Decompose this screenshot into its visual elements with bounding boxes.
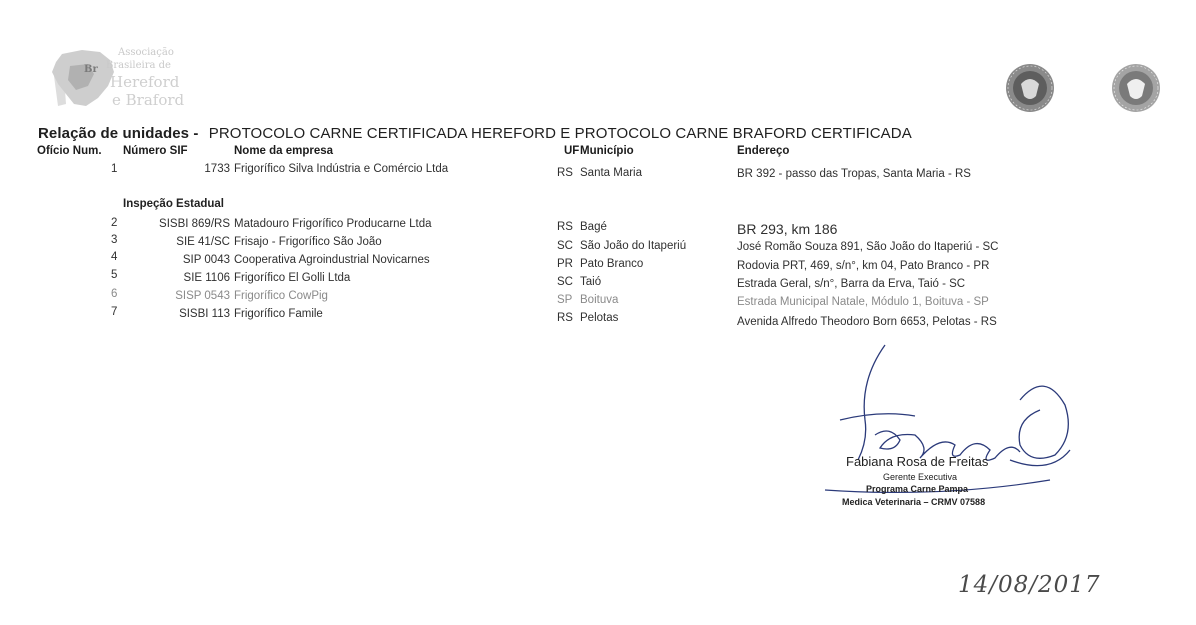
row-5-empresa: Frigorífico El Golli Ltda bbox=[234, 272, 351, 284]
logo-line-2: Brasileira de bbox=[106, 60, 171, 71]
row-6-empresa: Frigorífico CowPig bbox=[234, 290, 328, 302]
row-7-empresa: Frigorífico Famile bbox=[234, 308, 323, 320]
header-oficio: Ofício Num. bbox=[37, 145, 102, 157]
row-1-num: 1 bbox=[111, 163, 118, 175]
header-sif: Número SIF bbox=[123, 145, 188, 157]
row-4-uf: PR bbox=[557, 258, 573, 270]
row-4-num: 4 bbox=[111, 251, 118, 263]
row-3-num: 3 bbox=[111, 234, 118, 246]
row-7-num: 7 bbox=[111, 306, 118, 318]
row-2-endereco: BR 293, km 186 bbox=[737, 221, 838, 237]
row-3-municipio: São João do Itaperiú bbox=[580, 240, 687, 252]
title-lead: Relação de unidades - bbox=[38, 125, 199, 142]
row-7-municipio: Pelotas bbox=[580, 312, 619, 324]
row-7-sif: SISBI 113 bbox=[179, 308, 230, 320]
row-2-uf: RS bbox=[557, 221, 573, 233]
row-5-endereco: Estrada Geral, s/n°, Barra da Erva, Taió - SC bbox=[737, 278, 966, 290]
row-7-endereco: Avenida Alfredo Theodoro Born 6653, Pelotas - RS bbox=[737, 316, 997, 328]
hereford-seal bbox=[1004, 62, 1056, 114]
row-3-uf: SC bbox=[557, 240, 573, 252]
header-endereco: Endereço bbox=[737, 145, 790, 157]
braford-seal bbox=[1110, 62, 1162, 114]
row-5-sif: SIE 1106 bbox=[183, 272, 230, 284]
handwritten-date: 14/08/2017 bbox=[958, 572, 1101, 598]
row-3-sif: SIE 41/SC bbox=[176, 236, 230, 248]
signer-name: Fabiana Rosa de Freitas bbox=[846, 454, 989, 469]
row-4-empresa: Cooperativa Agroindustrial Novicarnes bbox=[234, 254, 430, 266]
state-section-label: Inspeção Estadual bbox=[123, 198, 224, 210]
row-2-num: 2 bbox=[111, 217, 118, 229]
row-1-municipio: Santa Maria bbox=[580, 167, 643, 179]
logo-mark: Br bbox=[84, 64, 98, 75]
row-6-municipio: Boituva bbox=[580, 294, 619, 306]
row-2-empresa: Matadouro Frigorífico Producarne Ltda bbox=[234, 218, 432, 230]
row-5-num: 5 bbox=[111, 269, 118, 281]
association-logo bbox=[48, 46, 208, 112]
row-1-empresa: Frigorífico Silva Indústria e Comércio Ltda bbox=[234, 163, 449, 175]
document-title bbox=[38, 125, 912, 142]
row-1-sif: 1733 bbox=[204, 163, 230, 175]
title-main: PROTOCOLO CARNE CERTIFICADA HEREFORD E PROTOCOLO CARNE BRAFORD CERTIFICADA bbox=[208, 125, 912, 142]
logo-line-1: Associação bbox=[118, 47, 174, 58]
row-7-uf: RS bbox=[557, 312, 573, 324]
row-4-municipio: Pato Branco bbox=[580, 258, 644, 270]
row-5-municipio: Taió bbox=[580, 276, 602, 288]
signer-program: Programa Carne Pampa bbox=[866, 484, 969, 494]
row-2-sif: SISBI 869/RS bbox=[159, 218, 230, 230]
row-3-endereco: José Romão Souza 891, São João do Itaperiú - SC bbox=[737, 241, 999, 253]
row-4-endereco: Rodovia PRT, 469, s/n°, km 04, Pato Branco - PR bbox=[737, 260, 990, 272]
row-6-num: 6 bbox=[111, 288, 118, 300]
signer-credential: Medica Veterinaria – CRMV 07588 bbox=[842, 497, 986, 507]
row-3-empresa: Frisajo - Frigorífico São João bbox=[234, 236, 382, 248]
logo-line-3: Hereford bbox=[110, 73, 180, 91]
row-4-sif: SIP 0043 bbox=[182, 254, 230, 266]
header-municipio: Município bbox=[580, 145, 634, 157]
signer-role: Gerente Executiva bbox=[883, 472, 958, 482]
row-2-municipio: Bagé bbox=[580, 221, 607, 233]
row-1-endereco: BR 392 - passo das Tropas, Santa Maria - RS bbox=[737, 168, 971, 180]
row-1-uf: RS bbox=[557, 167, 573, 179]
row-6-sif: SISP 0543 bbox=[175, 290, 230, 302]
row-6-endereco: Estrada Municipal Natale, Módulo 1, Boituva - SP bbox=[737, 296, 989, 308]
logo-line-4: e Braford bbox=[112, 91, 185, 109]
row-6-uf: SP bbox=[557, 294, 573, 306]
row-5-uf: SC bbox=[557, 276, 573, 288]
header-uf: UF bbox=[564, 145, 580, 157]
header-empresa: Nome da empresa bbox=[234, 145, 334, 157]
